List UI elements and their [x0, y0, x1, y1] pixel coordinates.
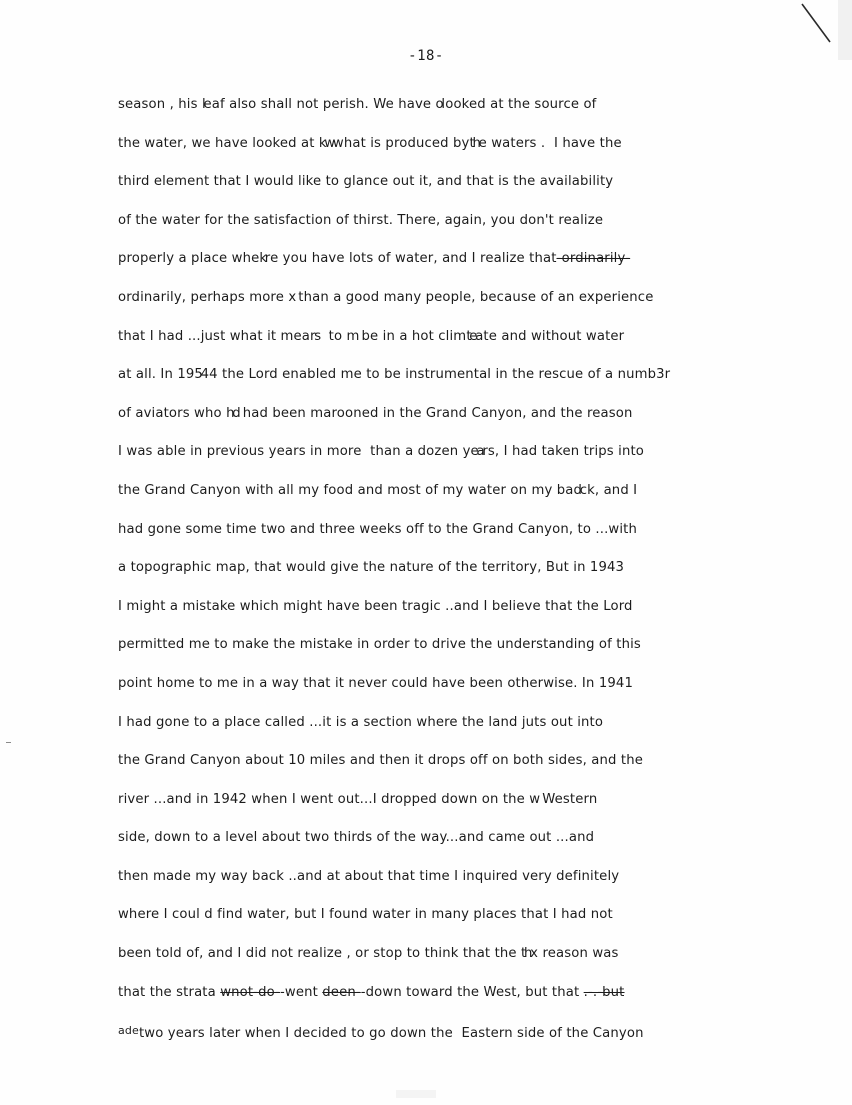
text-line: ordinarily, perhaps more x than a good many people, because of an experience [118, 289, 654, 305]
text-line-with-strikeout [118, 974, 798, 1013]
overstrike-glyph: te [466, 328, 476, 344]
text-line: the water, we have looked at kwwhat is produced bythe waters . I have the [118, 135, 622, 151]
overstrike-glyph: x [288, 289, 294, 305]
struck-word: -ordinarily- [556, 251, 631, 267]
overstrike-glyph: k [259, 251, 265, 267]
text-line: I had gone to a place called ...it is a section where the land juts out into [118, 714, 604, 730]
superscript-insertion: ade [118, 1024, 139, 1038]
text-line: the Grand Canyon with all my food and most of my water on my badck, and I [118, 482, 638, 498]
text-line: point home to me in a way that it never could have been otherwise. In 1941 [118, 675, 633, 691]
corner-slash-mark [800, 2, 834, 44]
overstrike-glyph: o [435, 97, 442, 112]
text-line-with-superscript [118, 1012, 798, 1051]
text-line: been told of, and I did not realize , or stop to think that the thx reason was [118, 946, 619, 962]
text-line: I might a mistake which might have been tragic ..and I believe that the Lord [118, 598, 633, 614]
overstrike-leaf: l [201, 97, 204, 112]
text-line: permitted me to make the mistake in order to drive the understanding of this [118, 637, 641, 653]
page-number: -18- [408, 48, 444, 64]
text-line: river ...and in 1942 when I went out...I dropped down on the w Western [118, 791, 598, 807]
text-line: the Grand Canyon about 10 miles and then it drops off on both sides, and the [118, 753, 643, 769]
text-line: I was able in previous years in more than a dozen years, I had taken trips into [118, 444, 645, 460]
line-part: that the strata [118, 984, 221, 1000]
text-line: of the water for the satisfaction of thirst. There, again, you don't realize [118, 212, 604, 228]
struck-word: deen- [322, 984, 361, 1000]
text-line: then made my way back ..and at about that time I inquired very definitely [118, 868, 620, 884]
line-part: -down toward the West, but that [360, 984, 584, 1000]
text-line-with-strikeout: properly a place whekre you have lots of water, and I realize that-ordinarily- [118, 251, 631, 267]
overstrike-glyph: th [469, 135, 479, 151]
text-line: side, down to a level about two thirds of the way...and came out ...and [118, 830, 595, 846]
overstrike-glyph: kw [318, 135, 333, 151]
text-line: that I had ...just what it mears to m be in a hot climteate and without water [118, 328, 625, 344]
overstrike-glyph: m [346, 328, 358, 344]
line-part: -went [280, 984, 323, 1000]
struck-word: wnot-do- [220, 984, 280, 1000]
overstrike-glyph: th [521, 946, 531, 962]
bottom-scan-artifact [396, 1090, 436, 1098]
left-margin-tick [6, 742, 11, 743]
struck-word: .-.-but [583, 984, 625, 1000]
overstrike-glyph: hd [226, 405, 239, 421]
text-line: had gone some time two and three weeks off to the Grand Canyon, to ...with [118, 521, 637, 537]
text-line: season , his leaf also shall not perish. We have olooked at the source of [118, 97, 597, 112]
text-line: third element that I would like to glance out it, and that is the availability [118, 174, 614, 190]
text-line: of aviators who hd had been marooned in the Grand Canyon, and the reason [118, 405, 633, 421]
text-line: a topographic map, that would give the nature of the territory, But in 1943 [118, 560, 625, 576]
typescript-body [118, 86, 798, 1051]
line-part: two years later when I decided to go down the Eastern side of the Canyon [138, 1026, 644, 1042]
overstrike-glyph: d [573, 482, 580, 498]
text-line: where I coul d find water, but I found water in many places that I had not [118, 907, 613, 923]
overstrike-glyph: 5 [194, 367, 201, 383]
overstrike-glyph: rs [310, 328, 320, 344]
overstrike-glyph: w [529, 791, 538, 807]
overstrike-glyph: ea [470, 444, 483, 460]
text-line: at all. In 19544 the Lord enabled me to be instrumental in the rescue of a numb3r [118, 367, 671, 383]
